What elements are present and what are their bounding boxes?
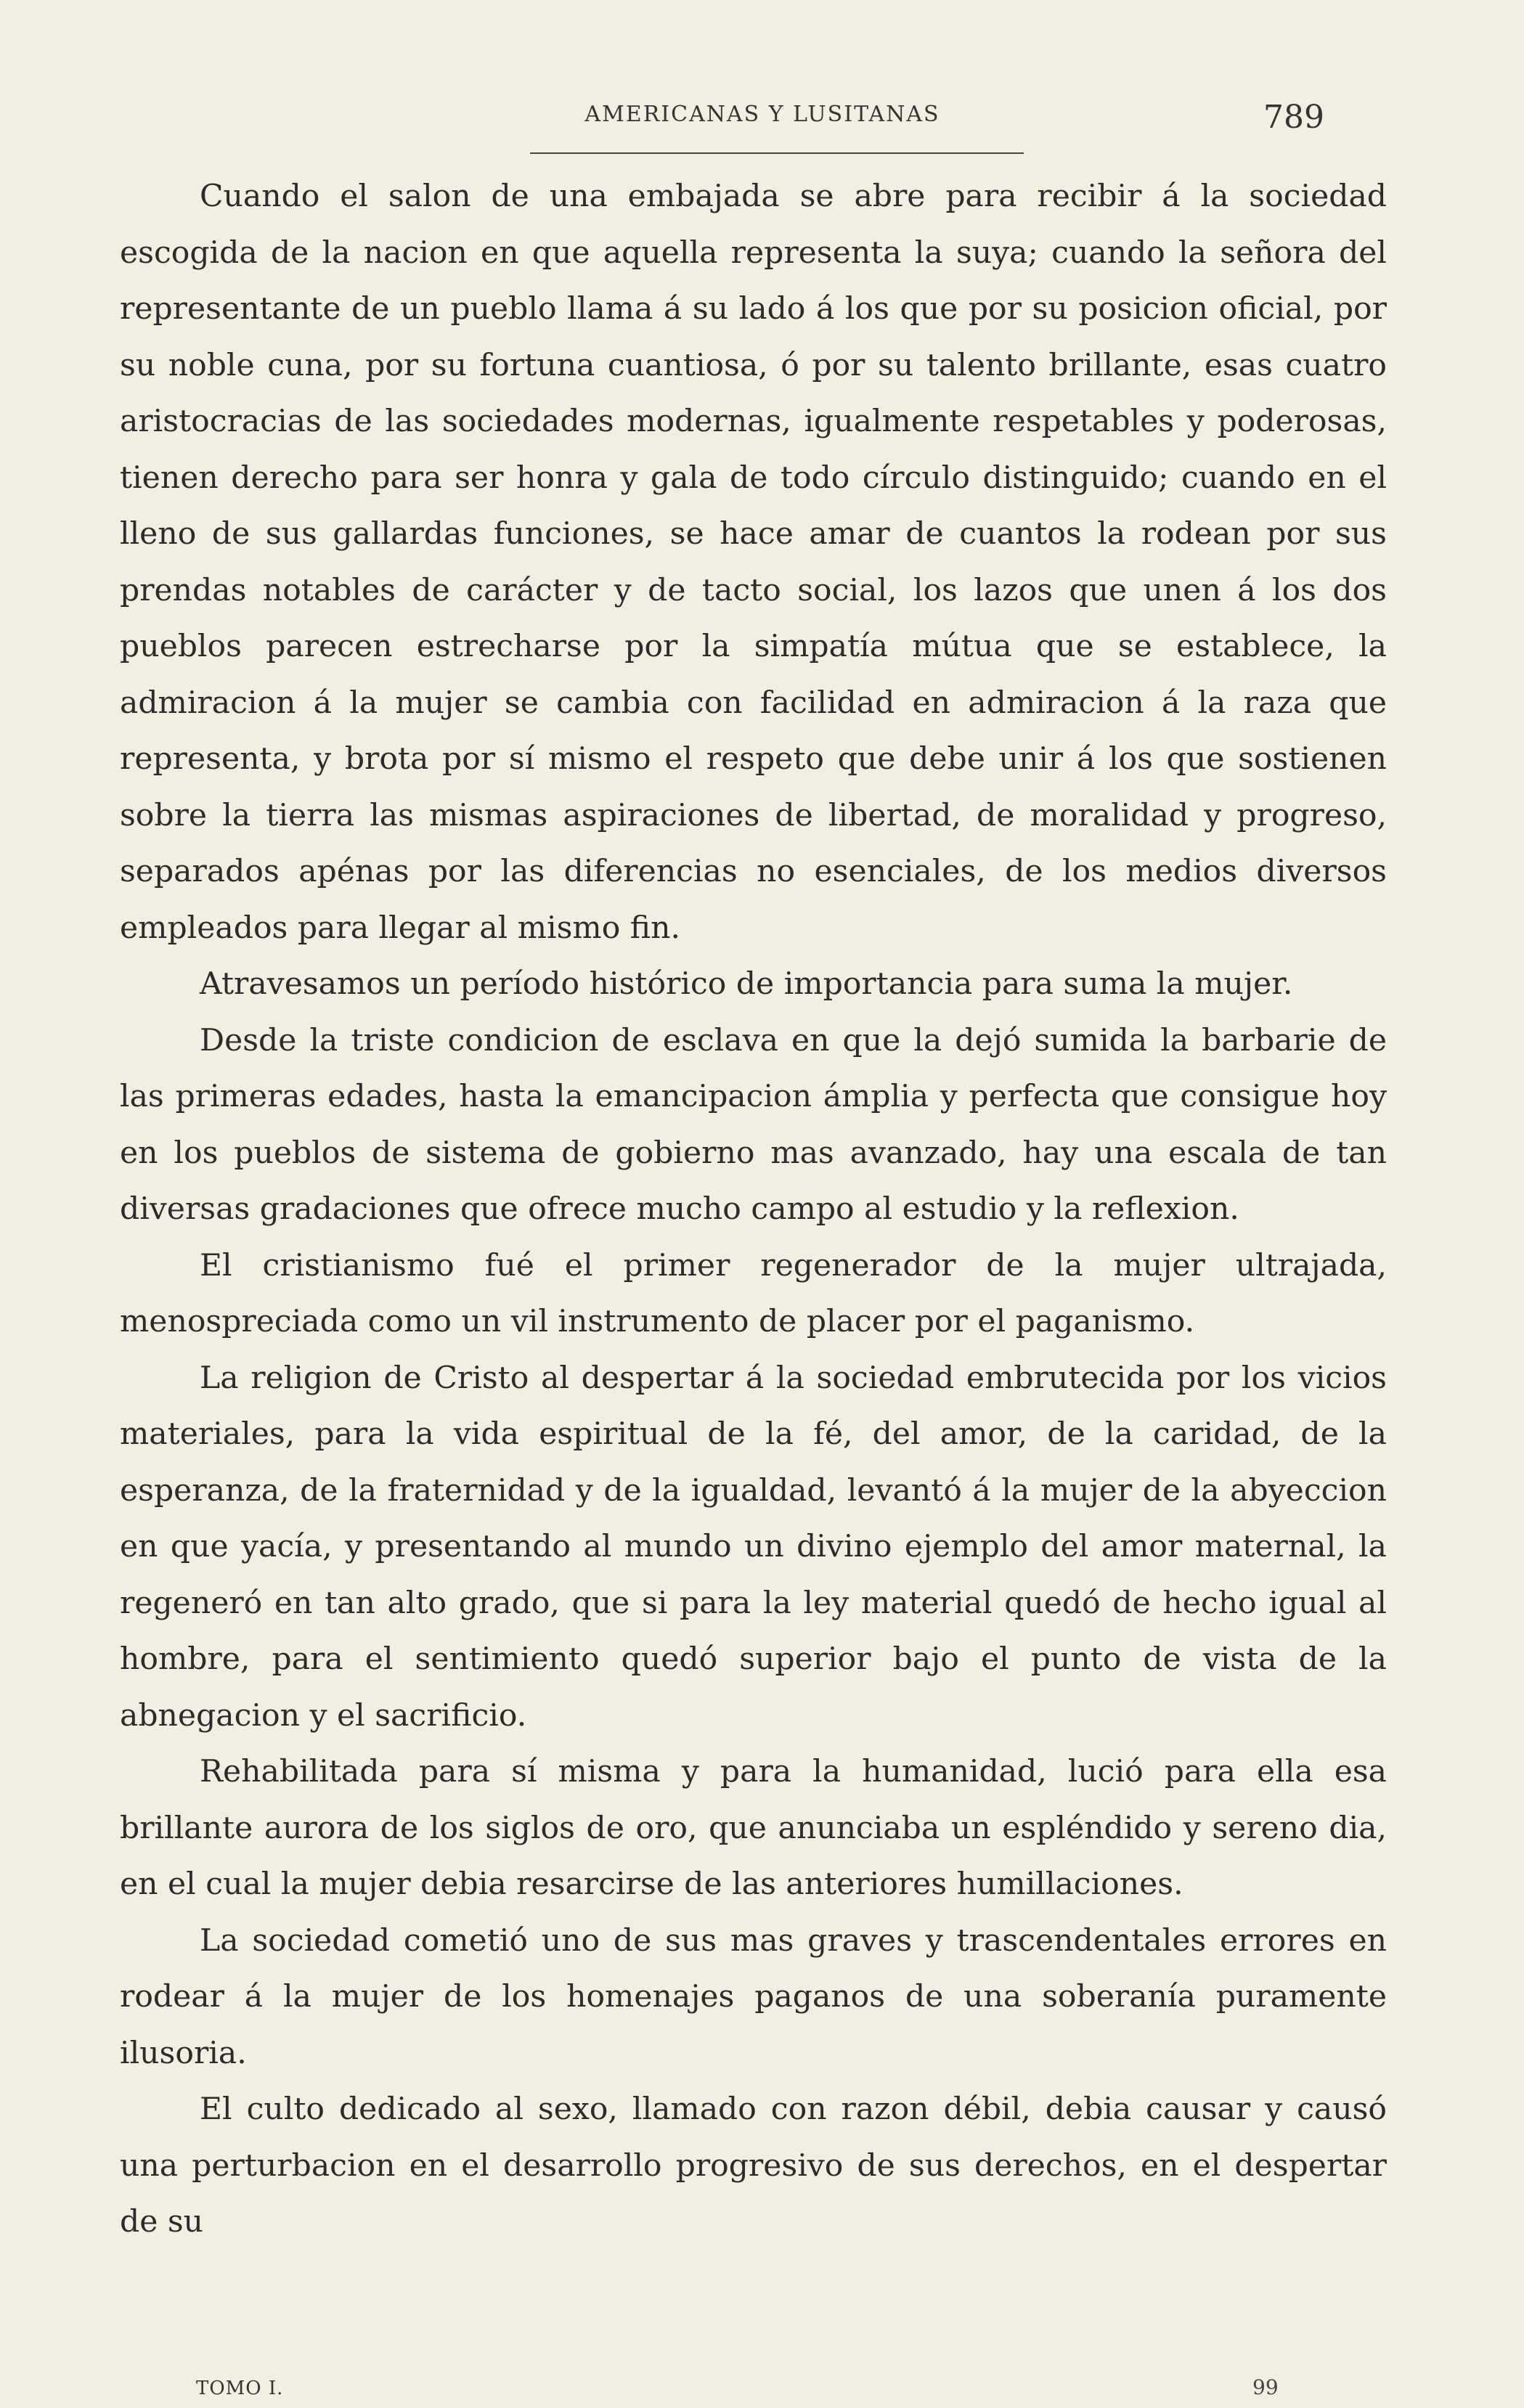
page-number: 789 [1263, 99, 1324, 136]
paragraph: La religion de Cristo al despertar á la sociedad embrutecida por los vicios materiales, para la vida espiritual de la fé, del amor, de la caridad, de la esperanza, de la fraternidad y de la igualdad, levantó á la mujer de la abyeccion en que yacía, y presentando al mundo un divino ejemplo del amor maternal, la regeneró en tan alto grado, que si para la ley material quedó de hecho igual al hombre, para el sentimiento quedó superior bajo el punto de vista de la abnegacion y el sacrificio. [120, 1360, 1387, 1734]
paragraph: Rehabilitada para sí misma y para la humanidad, lució para ella esa brillante aurora de los siglos de oro, que anunciaba un espléndido y sereno dia, en el cual la mujer debia resarcirse de las anteriores humillaciones. [120, 1754, 1387, 1902]
paragraph: Desde la triste condicion de esclava en que la dejó sumida la barbarie de las primeras edades, hasta la emancipacion ámplia y perfecta que consigue hoy en los pueblos de sistema de gobierno mas avanzado, hay una escala de tan diversas gradaciones que ofrece mucho campo al estudio y la reflexion. [120, 1022, 1387, 1227]
paragraph: El culto dedicado al sexo, llamado con razon débil, debia causar y causó una perturbacion en el desarrollo progresivo de sus derechos, en el despertar de su [120, 2091, 1387, 2240]
paragraph: Cuando el salon de una embajada se abre para recibir á la sociedad escogida de la nacion en que aquella representa la suya; cuando la señora del representante de un pueblo llama á su lado á los que por su posicion oficial, por su noble cuna, por su fortuna cuantiosa, ó por su talento brillante, esas cuatro aristocracias de las sociedades modernas, igualmente respetables y poderosas, tienen derecho para ser honra y gala de todo círculo distinguido; cuando en el lleno de sus gallardas funciones, se hace amar de cuantos la rodean por sus prendas notables de carácter y de tacto social, los lazos que unen á los dos pueblos parecen estrecharse por la simpatía mútua que se establece, la admiracion á la mujer se cambia con facilidad en admiracion á la raza que representa, y brota por sí mismo el respeto que debe unir á los que sostienen sobre la tierra las mismas aspiraciones de libertad, de moralidad y progreso, separados apénas por las diferencias no esenciales, de los medios diversos empleados para llegar al mismo fin. [120, 179, 1387, 946]
signature-folio: 99 [1252, 2375, 1279, 2399]
body-text [120, 168, 1387, 2250]
header-rule [530, 152, 1024, 154]
paragraph: Atravesamos un período histórico de importancia para suma la mujer. [200, 966, 1293, 1002]
running-title: AMERICANAS Y LUSITANAS [584, 102, 940, 127]
volume-signature: TOMO I. [196, 2378, 284, 2399]
paragraph: El cristianismo fué el primer regenerador de la mujer ultrajada, menospreciada como un vil instrumento de placer por el paganismo. [120, 1247, 1387, 1339]
paragraph: La sociedad cometió uno de sus mas graves y trascendentales errores en rodear á la mujer de los homenajes paganos de una soberanía puramente ilusoria. [120, 1922, 1387, 2071]
